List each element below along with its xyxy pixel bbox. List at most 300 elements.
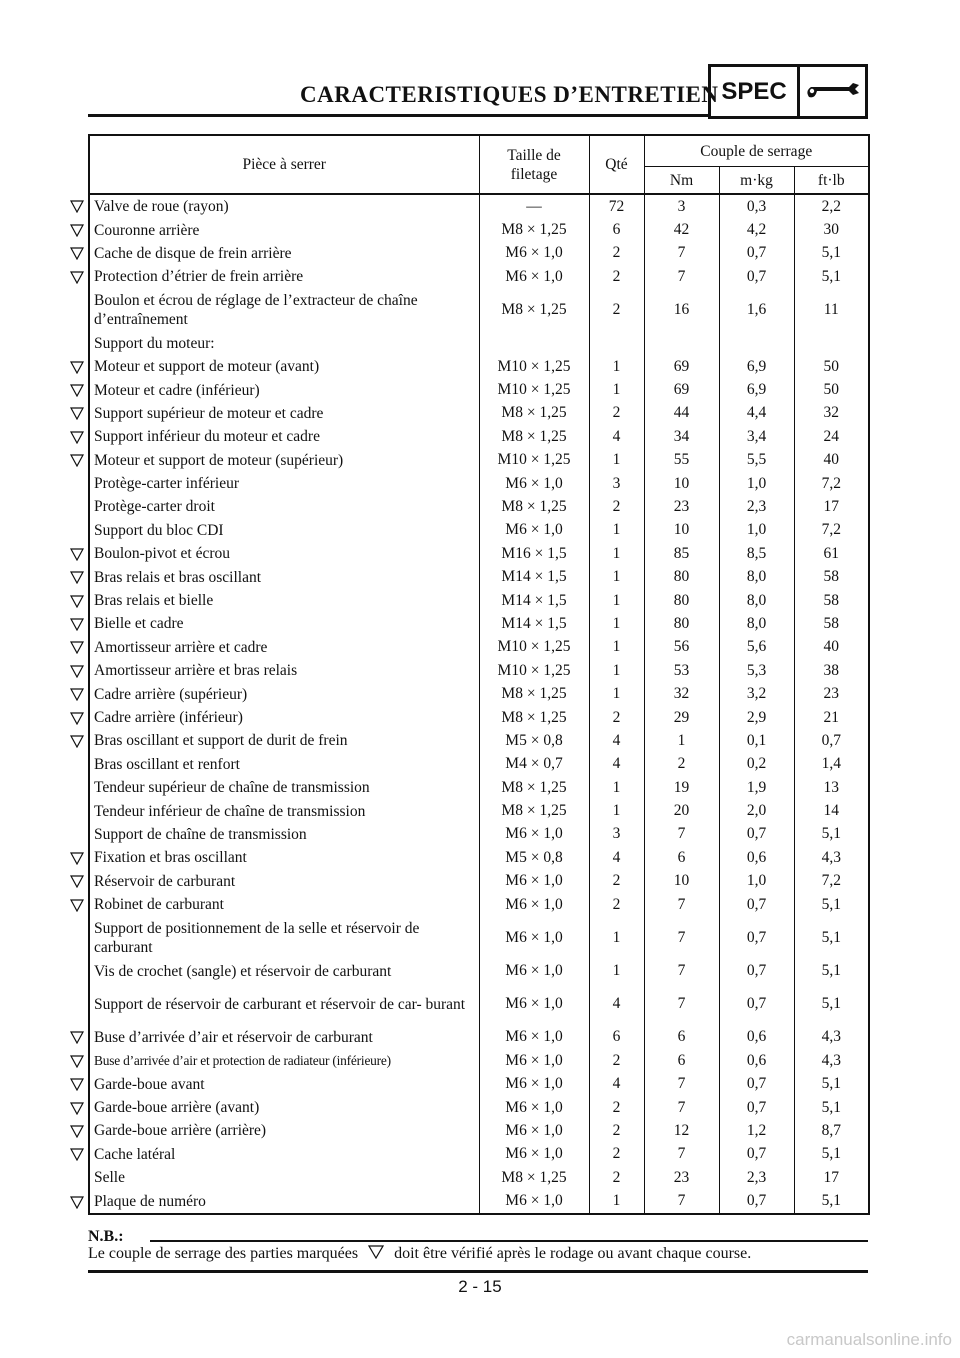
cell-part: Couronne arrière: [89, 218, 479, 241]
triangle-icon: [70, 384, 84, 397]
cell-mkg: 0,7: [719, 959, 794, 982]
cell-ftlb: 50: [794, 378, 869, 401]
cell-nm: 12: [644, 1119, 719, 1142]
cell-nm: 7: [644, 1073, 719, 1096]
cell-part: Moteur et cadre (inférieur): [89, 378, 479, 401]
cell-ftlb: 8,7: [794, 1119, 869, 1142]
cell-mkg: 2,0: [719, 799, 794, 822]
cell-nm: 7: [644, 1143, 719, 1166]
cell-mkg: 4,4: [719, 402, 794, 425]
note-text-before: Le couple de serrage des parties marquées: [88, 1245, 359, 1262]
table-row: [89, 870, 869, 893]
triangle-icon: [368, 1245, 384, 1259]
cell-ftlb: 5,1: [794, 1073, 869, 1096]
cell-ftlb: 5,1: [794, 893, 869, 916]
cell-part: Garde-boue arrière (avant): [89, 1096, 479, 1119]
cell-ftlb: 5,1: [794, 959, 869, 982]
table-row: [89, 289, 869, 332]
cell-mkg: 1,2: [719, 1119, 794, 1142]
cell-ftlb: 30: [794, 218, 869, 241]
cell-nm: 23: [644, 1166, 719, 1189]
table-row: [89, 636, 869, 659]
table-row: [89, 1189, 869, 1213]
table-row: [89, 1073, 869, 1096]
table-row: [89, 519, 869, 542]
cell-ftlb: 5,1: [794, 983, 869, 1026]
triangle-icon: [70, 852, 84, 865]
triangle-icon: [70, 688, 84, 701]
cell-nm: 44: [644, 402, 719, 425]
cell-qty: 2: [589, 1049, 644, 1072]
table-row: [89, 799, 869, 822]
cell-qty: 1: [589, 612, 644, 635]
note-rule: [150, 1240, 868, 1242]
table-row: [89, 612, 869, 635]
cell-part: Amortisseur arrière et bras relais: [89, 659, 479, 682]
cell-nm: 10: [644, 519, 719, 542]
cell-qty: 1: [589, 1189, 644, 1213]
cell-thread: M6 × 1,0: [479, 519, 589, 542]
triangle-icon: [70, 735, 84, 748]
cell-ftlb: 40: [794, 636, 869, 659]
cell-nm: 7: [644, 242, 719, 265]
triangle-icon: [70, 665, 84, 678]
cell-thread: M8 × 1,25: [479, 402, 589, 425]
cell-mkg: 6,9: [719, 355, 794, 378]
cell-thread: M6 × 1,0: [479, 1049, 589, 1072]
cell-mkg: 0,6: [719, 1026, 794, 1049]
cell-qty: 1: [589, 378, 644, 401]
cell-nm: 32: [644, 682, 719, 705]
table-row: [89, 402, 869, 425]
cell-nm: 23: [644, 495, 719, 518]
cell-part: Bras oscillant et support de durit de frein: [89, 729, 479, 752]
cell-ftlb: 0,7: [794, 729, 869, 752]
table-row: [89, 194, 869, 218]
cell-ftlb: 11: [794, 289, 869, 332]
cell-qty: 1: [589, 659, 644, 682]
cell-ftlb: [794, 332, 869, 355]
table-row: [89, 1166, 869, 1189]
triangle-icon: [70, 407, 84, 420]
cell-qty: 1: [589, 355, 644, 378]
cell-qty: 2: [589, 402, 644, 425]
cell-ftlb: 32: [794, 402, 869, 425]
cell-thread: M6 × 1,0: [479, 893, 589, 916]
triangle-icon: [70, 899, 84, 912]
cell-part: Boulon-pivot et écrou: [89, 542, 479, 565]
table-row: [89, 659, 869, 682]
cell-qty: 1: [589, 959, 644, 982]
cell-ftlb: 5,1: [794, 242, 869, 265]
cell-nm: 1: [644, 729, 719, 752]
note-title: N.B.:: [88, 1228, 124, 1245]
cell-ftlb: 58: [794, 565, 869, 588]
table-row: [89, 753, 869, 776]
cell-nm: 34: [644, 425, 719, 448]
table-row: [89, 1026, 869, 1049]
cell-nm: 29: [644, 706, 719, 729]
cell-qty: 1: [589, 682, 644, 705]
cell-nm: [644, 332, 719, 355]
cell-part: Cache latéral: [89, 1143, 479, 1166]
cell-ftlb: 50: [794, 355, 869, 378]
table-row: [89, 916, 869, 959]
cell-part: Moteur et support de moteur (supérieur): [89, 449, 479, 472]
triangle-icon: [70, 712, 84, 725]
cell-nm: 10: [644, 870, 719, 893]
cell-qty: 1: [589, 916, 644, 959]
cell-nm: 3: [644, 194, 719, 218]
cell-nm: 7: [644, 265, 719, 288]
cell-thread: M6 × 1,0: [479, 1026, 589, 1049]
title-underline: [88, 114, 708, 117]
cell-mkg: 8,0: [719, 612, 794, 635]
cell-thread: M6 × 1,0: [479, 242, 589, 265]
table-row: [89, 893, 869, 916]
cell-part: Cadre arrière (inférieur): [89, 706, 479, 729]
cell-nm: 6: [644, 1049, 719, 1072]
cell-qty: 4: [589, 983, 644, 1026]
cell-qty: 72: [589, 194, 644, 218]
cell-part: Protection d’étrier de frein arrière: [89, 265, 479, 288]
cell-part: Support du bloc CDI: [89, 519, 479, 542]
table-row: [89, 959, 869, 982]
cell-ftlb: 38: [794, 659, 869, 682]
cell-qty: 1: [589, 776, 644, 799]
cell-part: Amortisseur arrière et cadre: [89, 636, 479, 659]
cell-ftlb: 4,3: [794, 1026, 869, 1049]
table-row: [89, 846, 869, 869]
cell-qty: 4: [589, 729, 644, 752]
cell-nm: 19: [644, 776, 719, 799]
page-title: CARACTERISTIQUES D’ENTRETIEN: [300, 82, 719, 107]
cell-qty: 1: [589, 589, 644, 612]
table-row: [89, 472, 869, 495]
cell-thread: M16 × 1,5: [479, 542, 589, 565]
watermark: carmanualsonline.info: [786, 1330, 952, 1349]
cell-ftlb: 23: [794, 682, 869, 705]
table-row: [89, 1119, 869, 1142]
cell-thread: M6 × 1,0: [479, 1143, 589, 1166]
header-thread-line1: Taille de: [507, 146, 561, 164]
cell-thread: M6 × 1,0: [479, 870, 589, 893]
table-row: [89, 425, 869, 448]
cell-ftlb: 5,1: [794, 1143, 869, 1166]
table-row: [89, 1143, 869, 1166]
triangle-icon: [70, 431, 84, 444]
cell-part: Buse d’arrivée d’air et protection de radiateur (inférieure): [89, 1049, 479, 1072]
torque-table: [88, 134, 870, 1215]
cell-thread: M6 × 1,0: [479, 472, 589, 495]
cell-nm: 55: [644, 449, 719, 472]
cell-mkg: 0,7: [719, 1073, 794, 1096]
cell-mkg: 6,9: [719, 378, 794, 401]
cell-thread: M14 × 1,5: [479, 589, 589, 612]
triangle-icon: [70, 571, 84, 584]
cell-thread: M6 × 1,0: [479, 1073, 589, 1096]
cell-part: Buse d’arrivée d’air et réservoir de carburant: [89, 1026, 479, 1049]
cell-thread: M10 × 1,25: [479, 659, 589, 682]
cell-thread: M8 × 1,25: [479, 495, 589, 518]
cell-ftlb: 17: [794, 1166, 869, 1189]
cell-mkg: 0,7: [719, 1189, 794, 1213]
cell-ftlb: 7,2: [794, 870, 869, 893]
cell-thread: M8 × 1,25: [479, 682, 589, 705]
triangle-icon: [70, 247, 84, 260]
cell-mkg: 0,7: [719, 916, 794, 959]
cell-nm: 10: [644, 472, 719, 495]
triangle-icon: [70, 361, 84, 374]
triangle-icon: [70, 224, 84, 237]
cell-mkg: 3,4: [719, 425, 794, 448]
table-row: [89, 355, 869, 378]
table-row: [89, 1049, 869, 1072]
wrench-icon: [800, 67, 865, 116]
cell-nm: 85: [644, 542, 719, 565]
header-qty: Qté: [589, 135, 644, 194]
cell-ftlb: 4,3: [794, 846, 869, 869]
triangle-icon: [70, 1125, 84, 1138]
cell-thread: M6 × 1,0: [479, 265, 589, 288]
cell-ftlb: 13: [794, 776, 869, 799]
cell-part: Robinet de carburant: [89, 893, 479, 916]
cell-part: Bielle et cadre: [89, 612, 479, 635]
spec-badge: [708, 64, 868, 119]
cell-part: Cadre arrière (supérieur): [89, 682, 479, 705]
cell-thread: M4 × 0,7: [479, 753, 589, 776]
cell-thread: M6 × 1,0: [479, 1189, 589, 1213]
cell-ftlb: 2,2: [794, 194, 869, 218]
cell-thread: M8 × 1,25: [479, 218, 589, 241]
cell-qty: 3: [589, 472, 644, 495]
cell-mkg: 0,7: [719, 242, 794, 265]
header-thread: [479, 135, 589, 194]
triangle-icon: [70, 641, 84, 654]
table-row: [89, 983, 869, 1026]
cell-mkg: 0,6: [719, 1049, 794, 1072]
cell-ftlb: 7,2: [794, 472, 869, 495]
table-row: [89, 495, 869, 518]
triangle-icon: [70, 1102, 84, 1115]
cell-qty: 1: [589, 542, 644, 565]
cell-part: Support inférieur du moteur et cadre: [89, 425, 479, 448]
cell-thread: M8 × 1,25: [479, 1166, 589, 1189]
cell-thread: M10 × 1,25: [479, 378, 589, 401]
cell-ftlb: 58: [794, 589, 869, 612]
cell-mkg: 0,2: [719, 753, 794, 776]
table-row: [89, 542, 869, 565]
cell-qty: 1: [589, 636, 644, 659]
cell-mkg: 0,7: [719, 265, 794, 288]
cell-mkg: 1,0: [719, 870, 794, 893]
cell-ftlb: 21: [794, 706, 869, 729]
cell-part: Support du moteur:: [89, 332, 479, 355]
cell-mkg: 0,7: [719, 893, 794, 916]
cell-ftlb: 58: [794, 612, 869, 635]
cell-thread: M10 × 1,25: [479, 355, 589, 378]
cell-nm: 20: [644, 799, 719, 822]
cell-ftlb: 40: [794, 449, 869, 472]
cell-nm: 7: [644, 983, 719, 1026]
table-row: [89, 565, 869, 588]
cell-part: Cache de disque de frein arrière: [89, 242, 479, 265]
note-text: [88, 1245, 751, 1263]
cell-ftlb: 5,1: [794, 916, 869, 959]
cell-thread: M6 × 1,0: [479, 916, 589, 959]
cell-part: Protège-carter inférieur: [89, 472, 479, 495]
cell-nm: 69: [644, 355, 719, 378]
cell-thread: M6 × 1,0: [479, 823, 589, 846]
cell-thread: M10 × 1,25: [479, 449, 589, 472]
cell-ftlb: 5,1: [794, 823, 869, 846]
cell-thread: M6 × 1,0: [479, 1096, 589, 1119]
cell-nm: 7: [644, 1096, 719, 1119]
cell-part: Protège-carter droit: [89, 495, 479, 518]
note-text-after: doit être vérifié après le rodage ou avant chaque course.: [394, 1245, 752, 1262]
cell-qty: 1: [589, 449, 644, 472]
cell-mkg: 0,7: [719, 1096, 794, 1119]
cell-qty: 2: [589, 1143, 644, 1166]
cell-thread: M6 × 1,0: [479, 959, 589, 982]
cell-qty: 6: [589, 1026, 644, 1049]
cell-mkg: 8,0: [719, 589, 794, 612]
cell-thread: M8 × 1,25: [479, 289, 589, 332]
triangle-icon: [70, 1148, 84, 1161]
cell-mkg: 5,6: [719, 636, 794, 659]
cell-mkg: 5,5: [719, 449, 794, 472]
cell-nm: 6: [644, 1026, 719, 1049]
cell-qty: 2: [589, 289, 644, 332]
cell-part: Tendeur supérieur de chaîne de transmission: [89, 776, 479, 799]
cell-thread: M6 × 1,0: [479, 1119, 589, 1142]
cell-thread: M6 × 1,0: [479, 983, 589, 1026]
cell-mkg: 1,0: [719, 519, 794, 542]
cell-part: Plaque de numéro: [89, 1189, 479, 1213]
triangle-icon: [70, 271, 84, 284]
cell-qty: 2: [589, 893, 644, 916]
cell-mkg: 0,6: [719, 846, 794, 869]
table-row: [89, 218, 869, 241]
header-mkg: m·kg: [719, 167, 794, 195]
header-ftlb: ft·lb: [794, 167, 869, 195]
cell-mkg: 0,1: [719, 729, 794, 752]
header-torque: Couple de serrage: [644, 135, 869, 167]
cell-qty: 1: [589, 519, 644, 542]
cell-nm: 80: [644, 612, 719, 635]
cell-mkg: 8,5: [719, 542, 794, 565]
triangle-icon: [70, 1031, 84, 1044]
cell-qty: 6: [589, 218, 644, 241]
cell-part: Vis de crochet (sangle) et réservoir de carburant: [89, 959, 479, 982]
cell-thread: M10 × 1,25: [479, 636, 589, 659]
cell-ftlb: 24: [794, 425, 869, 448]
cell-nm: 53: [644, 659, 719, 682]
header-part: Pièce à serrer: [89, 135, 479, 194]
cell-mkg: 0,7: [719, 983, 794, 1026]
cell-mkg: 1,0: [719, 472, 794, 495]
page-number: 2 - 15: [458, 1277, 502, 1296]
cell-mkg: 2,9: [719, 706, 794, 729]
cell-thread: —: [479, 194, 589, 218]
cell-qty: [589, 332, 644, 355]
triangle-icon: [70, 1078, 84, 1091]
cell-ftlb: 5,1: [794, 265, 869, 288]
cell-mkg: [719, 332, 794, 355]
cell-part: Garde-boue avant: [89, 1073, 479, 1096]
table-row: [89, 729, 869, 752]
cell-mkg: 3,2: [719, 682, 794, 705]
cell-qty: 1: [589, 799, 644, 822]
cell-nm: 80: [644, 589, 719, 612]
table-row: [89, 332, 869, 355]
table-row: [89, 449, 869, 472]
cell-nm: 56: [644, 636, 719, 659]
cell-nm: 42: [644, 218, 719, 241]
cell-qty: 4: [589, 425, 644, 448]
cell-qty: 1: [589, 565, 644, 588]
cell-qty: 2: [589, 1166, 644, 1189]
cell-qty: 2: [589, 242, 644, 265]
cell-qty: 4: [589, 846, 644, 869]
cell-thread: M8 × 1,25: [479, 706, 589, 729]
cell-part: Tendeur inférieur de chaîne de transmission: [89, 799, 479, 822]
header-thread-line2: filetage: [510, 165, 558, 183]
cell-nm: 7: [644, 1189, 719, 1213]
cell-ftlb: 14: [794, 799, 869, 822]
triangle-icon: [70, 548, 84, 561]
cell-part: Support supérieur de moteur et cadre: [89, 402, 479, 425]
cell-nm: 7: [644, 823, 719, 846]
cell-thread: M8 × 1,25: [479, 776, 589, 799]
triangle-icon: [70, 1196, 84, 1209]
triangle-icon: [70, 875, 84, 888]
cell-part: Garde-boue arrière (arrière): [89, 1119, 479, 1142]
cell-part: Valve de roue (rayon): [89, 194, 479, 218]
cell-part: Fixation et bras oscillant: [89, 846, 479, 869]
cell-ftlb: 7,2: [794, 519, 869, 542]
cell-part: Bras oscillant et renfort: [89, 753, 479, 776]
cell-part: Moteur et support de moteur (avant): [89, 355, 479, 378]
cell-nm: 2: [644, 753, 719, 776]
cell-part: Boulon et écrou de réglage de l’extracteur de chaîne d’entraînement: [89, 289, 479, 332]
cell-qty: 2: [589, 870, 644, 893]
table-row: [89, 706, 869, 729]
cell-part: Support de chaîne de transmission: [89, 823, 479, 846]
cell-mkg: 0,3: [719, 194, 794, 218]
table-row: [89, 242, 869, 265]
cell-qty: 4: [589, 1073, 644, 1096]
cell-part: Selle: [89, 1166, 479, 1189]
cell-mkg: 0,7: [719, 823, 794, 846]
cell-nm: 7: [644, 893, 719, 916]
cell-nm: 6: [644, 846, 719, 869]
cell-qty: 2: [589, 1096, 644, 1119]
cell-qty: 2: [589, 265, 644, 288]
cell-mkg: 1,6: [719, 289, 794, 332]
cell-nm: 69: [644, 378, 719, 401]
triangle-icon: [70, 454, 84, 467]
cell-thread: M5 × 0,8: [479, 846, 589, 869]
cell-mkg: 4,2: [719, 218, 794, 241]
table-row: [89, 1096, 869, 1119]
cell-qty: 3: [589, 823, 644, 846]
table-row: [89, 265, 869, 288]
cell-part: Support de réservoir de carburant et réservoir de car- burant: [89, 983, 479, 1026]
cell-part: Réservoir de carburant: [89, 870, 479, 893]
table-row: [89, 823, 869, 846]
cell-thread: M8 × 1,25: [479, 799, 589, 822]
